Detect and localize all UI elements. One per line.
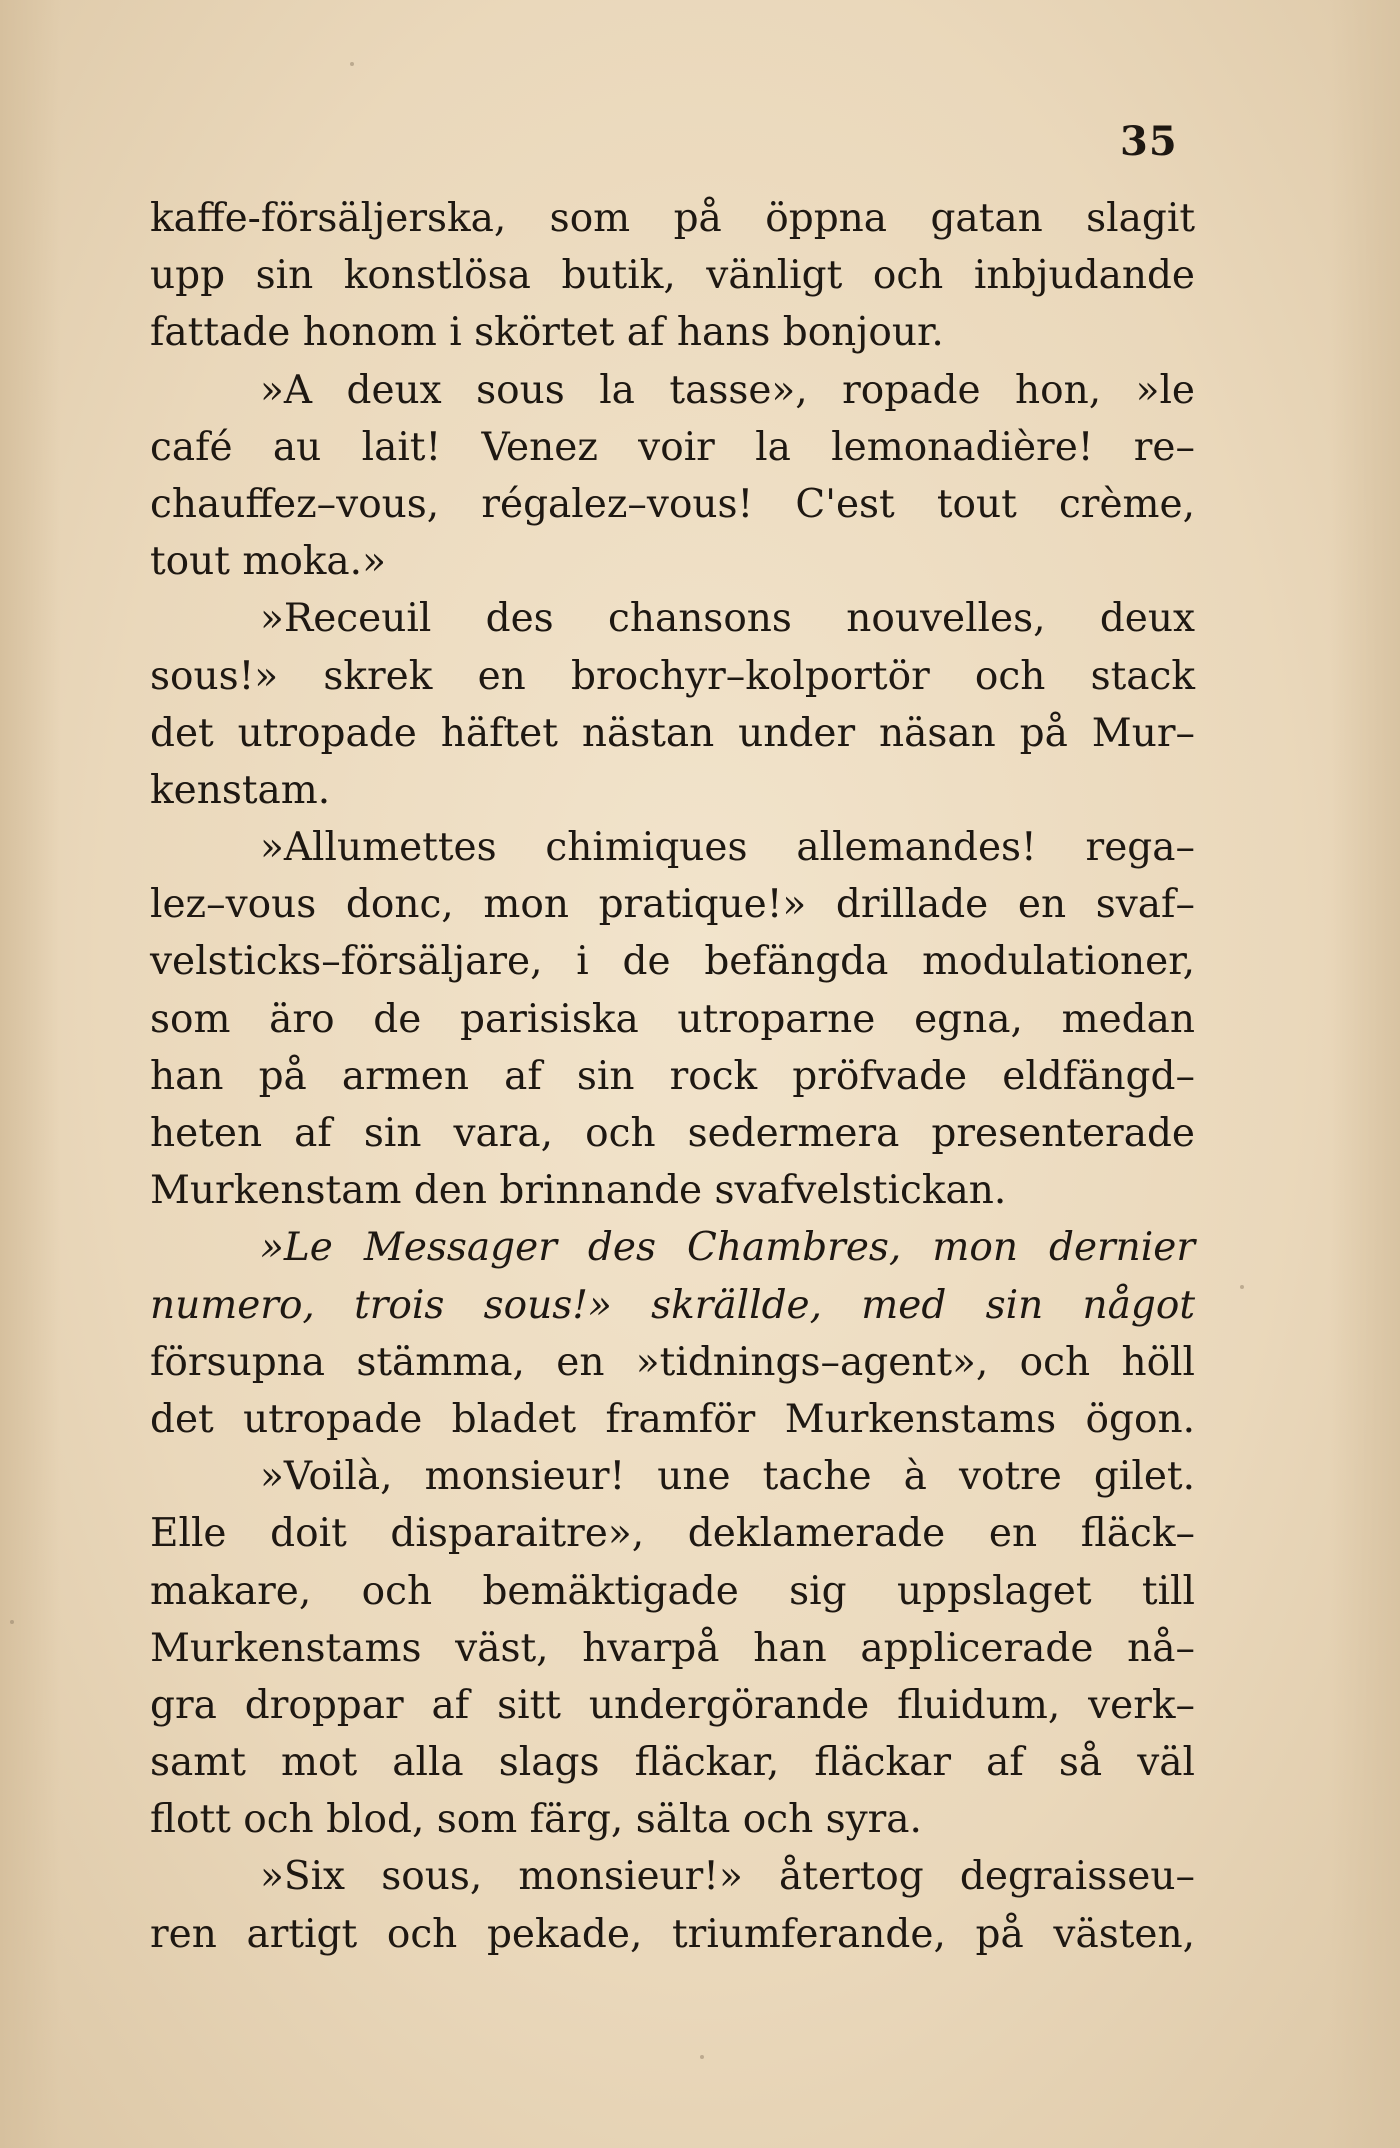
text-line: flott och blod, som färg, sälta och syra.	[150, 1797, 922, 1843]
text-line: kenstam.	[150, 767, 331, 813]
text-line: samt mot alla slags fläckar, fläckar af så väl	[150, 1740, 1195, 1786]
paper-speck	[350, 62, 354, 66]
text-line: heten af sin vara, och sedermera presenterade	[150, 1111, 1195, 1156]
text-line: chauffez–vous, régalez–vous! C'est tout crème,	[150, 481, 1195, 527]
text-line: »Six sous, monsieur!» återtog degraisseu–	[260, 1854, 1195, 1900]
text-line: ren artigt och pekade, triumferande, på västen,	[150, 1911, 1195, 1957]
page-edge-right	[1330, 0, 1400, 2148]
text-line: »A deux sous la tasse», ropade hon, »le	[260, 367, 1195, 413]
paper-speck	[10, 1620, 14, 1624]
text-line: fattade honom i skörtet af hans bonjour.	[150, 310, 944, 356]
text-line: Murkenstams väst, hvarpå han applicerade nå–	[150, 1625, 1195, 1671]
text-line: tout moka.»	[150, 539, 386, 585]
text-line: upp sin konstlösa butik, vänligt och inbjudande	[150, 253, 1195, 299]
text-line: makare, och bemäktigade sig uppslaget till	[150, 1568, 1195, 1614]
text-line: lez–vous donc, mon pratique!» drillade en svaf–	[150, 882, 1195, 928]
text-line: kaffe-försäljerska, som på öppna gatan slagit	[150, 196, 1195, 241]
text-line: »Voilà, monsieur! une tache à votre gilet.	[260, 1454, 1195, 1500]
text-line: sous!» skrek en brochyr–kolportör och stack	[150, 653, 1195, 699]
text-line: det utropade häftet nästan under näsan på Mur–	[150, 710, 1195, 756]
text-line: numero, trois sous!» skrällde, med sin något	[150, 1282, 1195, 1328]
text-line: han på armen af sin rock pröfvade eldfängd–	[150, 1053, 1195, 1099]
text-line: »Receuil des chansons nouvelles, deux	[260, 596, 1195, 642]
text-line: »Le Messager des Chambres, mon dernier	[260, 1225, 1195, 1271]
text-line: Elle doit disparaitre», deklamerade en fläck–	[150, 1511, 1195, 1557]
text-line: gra droppar af sitt undergörande fluidum, verk–	[150, 1682, 1195, 1728]
paper-speck	[700, 2055, 704, 2059]
text-line: det utropade bladet framför Murkenstams ögon.	[150, 1396, 1195, 1442]
page-number: 35	[1120, 118, 1178, 165]
text-line: som äro de parisiska utroparne egna, medan	[150, 996, 1195, 1042]
text-line: Murkenstam den brinnande svafvelstickan.	[150, 1168, 1007, 1214]
text-line: café au lait! Venez voir la lemonadière! re–	[150, 424, 1195, 470]
text-line: försupna stämma, en »tidnings–agent», och höll	[150, 1339, 1195, 1385]
text-line: »Allumettes chimiques allemandes! rega–	[260, 825, 1195, 871]
paper-speck	[1240, 1285, 1244, 1289]
text-line: velsticks–försäljare, i de befängda modulationer,	[150, 939, 1195, 985]
page-edge-left	[0, 0, 60, 2148]
body-text	[150, 190, 1195, 1963]
